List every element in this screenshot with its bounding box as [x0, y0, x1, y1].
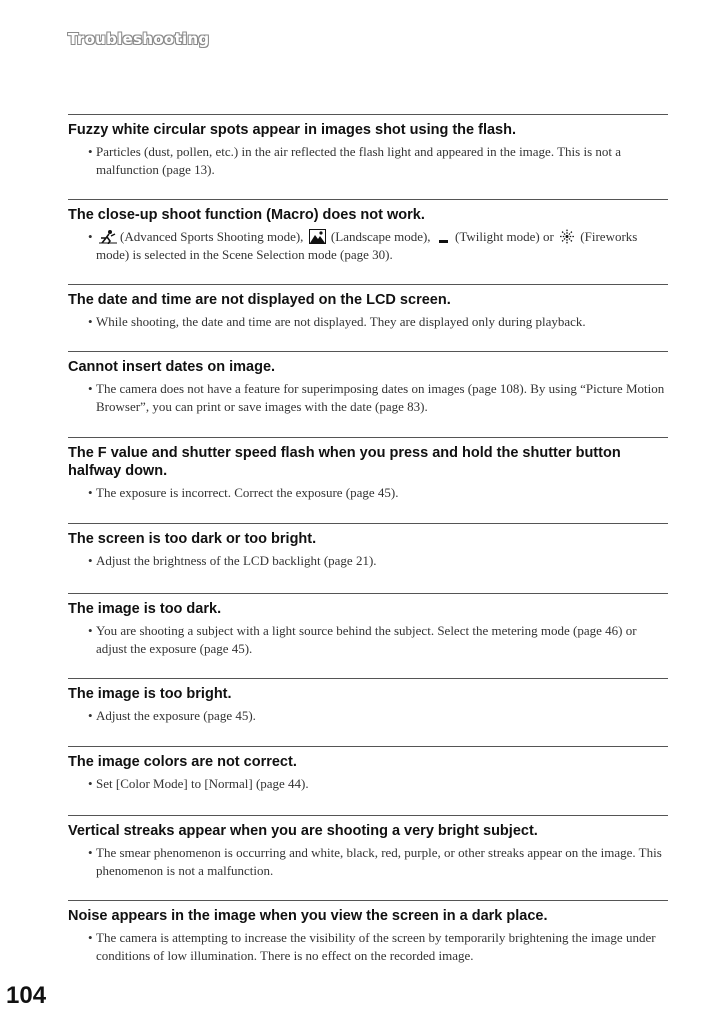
section-image-dark [68, 593, 668, 658]
body-text: Adjust the brightness of the LCD backlight (page 21). [96, 553, 377, 568]
running-header: Troubleshooting [68, 30, 210, 48]
section-macro [68, 199, 668, 264]
bullet: • [88, 314, 93, 329]
bullet: • [88, 381, 93, 396]
section-body [68, 552, 668, 570]
section-body [68, 228, 668, 264]
bullet: • [88, 144, 93, 159]
body-text: While shooting, the date and time are not displayed. They are displayed only during playback. [96, 314, 586, 329]
section-title: Noise appears in the image when you view the screen in a dark place. [68, 908, 548, 924]
divider [68, 746, 668, 747]
section-date-time [68, 284, 668, 331]
bullet: • [88, 708, 93, 723]
body-text: Particles (dust, pollen, etc.) in the air reflected the flash light and appeared in the image. This is not a malfunction (page 13). [96, 144, 622, 177]
section-title: The date and time are not displayed on the LCD screen. [68, 292, 451, 308]
bullet: • [88, 845, 93, 860]
body-text: You are shooting a subject with a light source behind the subject. Select the metering mode (page 46) or adjust the exposure (page 45). [96, 623, 637, 656]
divider [68, 815, 668, 816]
divider [68, 900, 668, 901]
section-image-bright [68, 678, 668, 725]
bullet: • [88, 553, 93, 568]
body-text-part: (Advanced Sports Shooting mode), [120, 229, 304, 244]
section-body [68, 484, 668, 502]
section-title: The F value and shutter speed flash when you press and hold the shutter button halfway down. [68, 445, 621, 479]
bullet: • [88, 229, 93, 244]
body-text-part: (Fireworks mode) is selected in the Scene Selection mode (page 30). [96, 229, 638, 262]
section-fuzzy-spots [68, 114, 668, 179]
section-title: The image is too bright. [68, 686, 232, 702]
section-title: The image is too dark. [68, 601, 222, 617]
section-screen-brightness [68, 523, 668, 570]
divider [68, 523, 668, 524]
section-title: The screen is too dark or too bright. [68, 531, 317, 547]
section-body [68, 775, 668, 793]
section-body [68, 929, 668, 965]
divider [68, 678, 668, 679]
section-image-colors [68, 746, 668, 793]
twilight-icon [436, 229, 450, 244]
divider [68, 199, 668, 200]
fireworks-icon [559, 229, 575, 244]
divider [68, 437, 668, 438]
section-title: The close-up shoot function (Macro) does not work. [68, 207, 425, 223]
section-vertical-streaks [68, 815, 668, 880]
bullet: • [88, 623, 93, 638]
landscape-icon [309, 229, 326, 244]
bullet: • [88, 930, 93, 945]
section-body [68, 622, 668, 658]
section-body [68, 707, 668, 725]
body-text: The exposure is incorrect. Correct the exposure (page 45). [96, 485, 399, 500]
divider [68, 114, 668, 115]
body-text-part: (Landscape mode), [330, 229, 431, 244]
section-body [68, 143, 668, 179]
body-text: The camera is attempting to increase the visibility of the screen by temporarily brightening the image under conditions of low illumination. There is no effect on the recorded image. [96, 930, 656, 963]
advanced-sports-icon [98, 229, 118, 244]
divider [68, 593, 668, 594]
body-text: The smear phenomenon is occurring and white, black, red, purple, or other streaks appear on the image. This phenomenon is not a malfunction. [96, 845, 662, 878]
body-text: Set [Color Mode] to [Normal] (page 44). [96, 776, 309, 791]
section-noise [68, 900, 668, 965]
section-f-value [68, 437, 668, 502]
body-text: The camera does not have a feature for superimposing dates on images (page 108). By using “Picture Motion Browser”, you can print or save images with the date (page 83). [96, 381, 665, 414]
section-insert-dates [68, 351, 668, 416]
body-text [96, 228, 668, 264]
divider [68, 351, 668, 352]
section-body [68, 380, 668, 416]
body-text-part: (Twilight mode) or [455, 229, 554, 244]
page-number: 104 [6, 982, 47, 1009]
section-body [68, 844, 668, 880]
section-title: The image colors are not correct. [68, 754, 297, 770]
bullet: • [88, 485, 93, 500]
divider [68, 284, 668, 285]
bullet: • [88, 776, 93, 791]
section-body [68, 313, 668, 331]
body-text: Adjust the exposure (page 45). [96, 708, 256, 723]
section-title: Vertical streaks appear when you are shooting a very bright subject. [68, 823, 538, 839]
section-title: Fuzzy white circular spots appear in images shot using the flash. [68, 122, 516, 138]
section-title: Cannot insert dates on image. [68, 359, 276, 375]
